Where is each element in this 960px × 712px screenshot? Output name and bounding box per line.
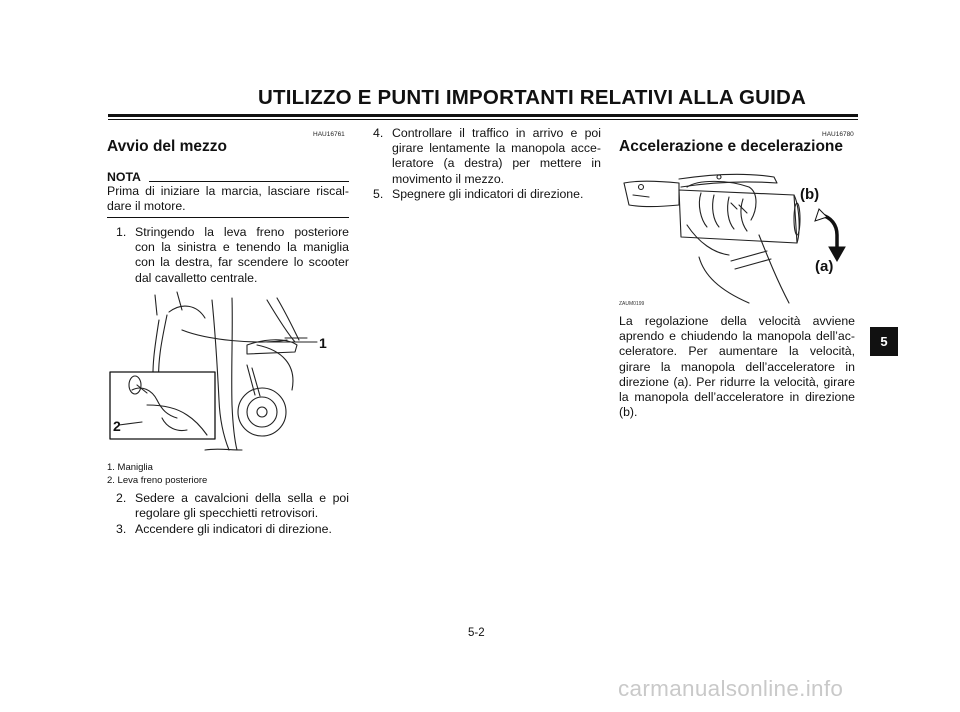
section-heading: Accelerazione e decelerazione	[619, 138, 844, 155]
step-number: 5.	[373, 187, 384, 201]
section-code: HAU16761	[313, 131, 345, 138]
scooter-figure	[107, 290, 352, 455]
step-4	[373, 126, 601, 188]
watermark: carmanualsonline.info	[618, 676, 844, 701]
step-1	[116, 225, 349, 287]
step-3	[116, 522, 349, 538]
caption-item: 2. Leva freno posteriore	[107, 475, 208, 486]
figure-callout-2: 2	[113, 418, 121, 434]
step-number: 1.	[116, 225, 127, 239]
figure-code: ZAUM0199	[619, 301, 645, 307]
header-rule	[108, 114, 858, 117]
step-number: 2.	[116, 491, 127, 505]
step-text: Accendere gli indicatori di direzione.	[135, 522, 332, 536]
note-rule-bottom	[107, 217, 349, 218]
step-text: Spegnere gli indicatori di direzione.	[392, 187, 584, 201]
throttle-grip-illustration-icon	[619, 165, 859, 305]
figure-captions	[107, 461, 207, 487]
note-rule-top	[149, 181, 349, 182]
header-rule-thin	[108, 119, 858, 120]
section-heading: Avvio del mezzo	[107, 138, 228, 155]
chapter-tab: 5	[870, 327, 898, 356]
figure-callout-1: 1	[319, 335, 327, 351]
step-text: Controllare il traffico in arrivo e poi girare lentamente la manopola acce- leratore (a destra) per mettere in movimento il mezzo.	[392, 126, 601, 186]
step-text: Sedere a cavalcioni della sella e poi regolare gli specchietti retrovisori.	[135, 491, 349, 521]
step-number: 4.	[373, 126, 384, 140]
step-5	[373, 187, 601, 203]
note-label: NOTA	[107, 170, 141, 184]
scooter-illustration-icon	[107, 290, 352, 455]
page-header-title: UTILIZZO E PUNTI IMPORTANTI RELATIVI ALLA GUIDA	[258, 86, 807, 109]
step-text: Stringendo la leva freno posteriore con la sinistra e tenendo la maniglia con la destra, far scendere lo scooter dal cavalletto centrale.	[135, 225, 349, 285]
figure-label-b: (b)	[800, 186, 820, 203]
note-text: Prima di iniziare la marcia, lasciare riscal- dare il motore.	[107, 184, 349, 214]
throttle-figure	[619, 165, 859, 305]
figure-label-a: (a)	[815, 258, 834, 275]
page-number: 5-2	[468, 627, 485, 639]
section-code: HAU16780	[822, 131, 854, 138]
caption-item: 1. Maniglia	[107, 462, 153, 473]
step-2	[116, 491, 349, 523]
acceleration-paragraph: La regolazione della velocità avviene aprendo e chiudendo la manopola dell’ac- celeratore. Per aumentare la velocità, girare la manopola dell’acceleratore in direzione (a). Per ridurre la velocità, girare la manopola dell’acceleratore in direzione (b).	[619, 314, 855, 420]
step-number: 3.	[116, 522, 127, 536]
